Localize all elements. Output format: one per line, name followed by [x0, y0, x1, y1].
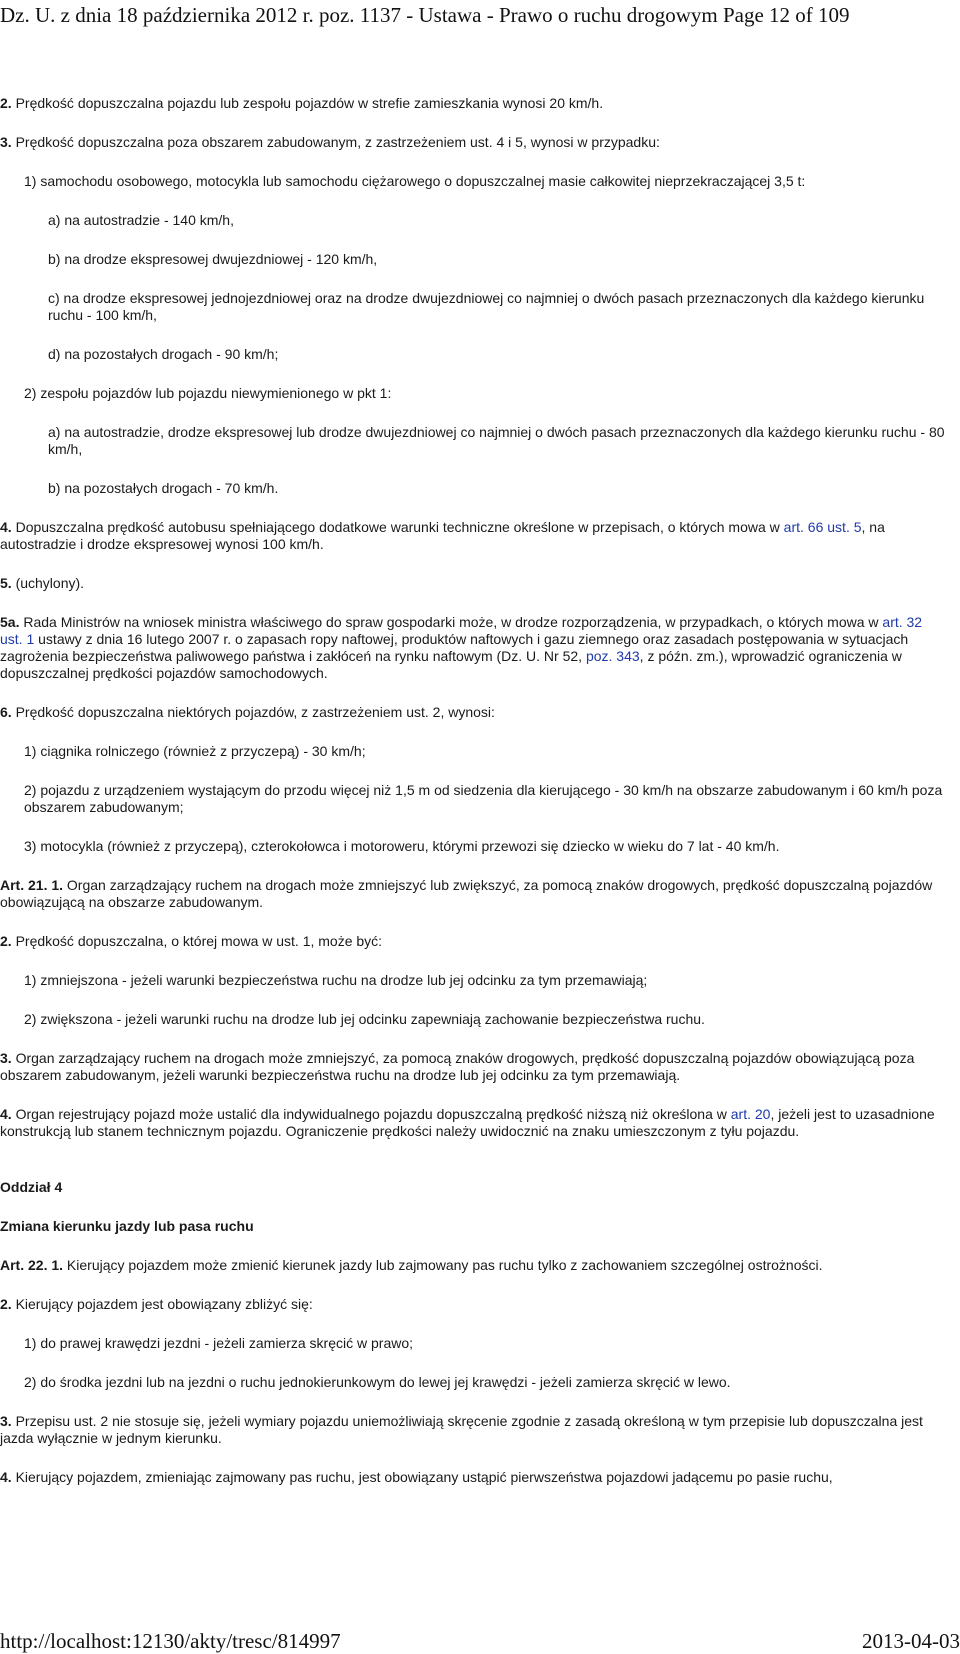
paragraph-number: 4. [0, 1469, 12, 1485]
link-ust-1[interactable]: ust. 1 [0, 631, 35, 647]
paragraph-4 [0, 1106, 948, 1140]
page-header [0, 2, 960, 28]
section-title-text: Zmiana kierunku jazdy lub pasa ruchu [0, 1218, 254, 1234]
point-text: 2) pojazdu z urządzeniem wystającym do przodu więcej niż 1,5 m od siedzenia dla kierującego - 30 km/h na obszarze zabudowanym i 60 km/h poza obszarem zabudowanym; [24, 782, 943, 815]
paragraph-3 [0, 1413, 948, 1447]
paragraph-text: Prędkość dopuszczalna poza obszarem zabudowanym, z zastrzeżeniem ust. 4 i 5, wynosi w przypadku: [11, 134, 660, 150]
letter-text: a) na autostradzie, drodze ekspresowej lub drodze dwujezdniowej co najmniej o dwóch pasach przeznaczonych dla każdego kierunku ruchu - 80 km/h, [48, 424, 945, 457]
point-1 [24, 173, 948, 190]
letter-text: b) na pozostałych drogach - 70 km/h. [48, 480, 279, 496]
paragraph-text: Kierujący pojazdem, zmieniając zajmowany pas ruchu, jest obowiązany ustąpić pierwszeństwa pojazdowi jadącemu po pasie ruchu, [11, 1469, 833, 1485]
section-number: Oddział 4 [0, 1179, 63, 1195]
letter-a [48, 424, 948, 458]
paragraph-3 [0, 1050, 948, 1084]
point-text: 3) motocykla (również z przyczepą), czterokołowca i motoroweru, którymi przewozi się dziecko w wieku do 7 lat - 40 km/h. [24, 838, 780, 854]
point-text: 1) do prawej krawędzi jezdni - jeżeli zamierza skręcić w prawo; [24, 1335, 414, 1351]
paragraph-number: 5. [0, 575, 12, 591]
point-1 [24, 972, 948, 989]
paragraph-number: 3. [0, 1413, 12, 1429]
page-header-title: Dz. U. z dnia 18 października 2012 r. poz. 1137 - Ustawa - Prawo o ruchu drogowym Page 12 of 109 [0, 3, 850, 27]
paragraph-5a [0, 614, 948, 682]
point-2 [24, 782, 948, 816]
paragraph-2 [0, 1296, 948, 1313]
paragraph-text: Organ zarządzający ruchem na drogach może zmniejszyć lub zwiększyć, za pomocą znaków drogowych, prędkość dopuszczalną pojazdów obowiązującą na obszarze zabudowanym. [0, 877, 933, 910]
section-title [0, 1218, 948, 1235]
point-2 [24, 1011, 948, 1028]
paragraph-text: Prędkość dopuszczalna pojazdu lub zespołu pojazdów w strefie zamieszkania wynosi 20 km/h. [11, 95, 604, 111]
point-1 [24, 743, 948, 760]
paragraph-number: 3. [0, 134, 12, 150]
letter-c [48, 290, 948, 324]
link-ust-5[interactable]: ust. 5 [827, 519, 862, 535]
paragraph-4 [0, 519, 948, 553]
paragraph-number: 5a. [0, 614, 20, 630]
paragraph-number: 6. [0, 704, 12, 720]
paragraph-text: Organ zarządzający ruchem na drogach może zmniejszyć, za pomocą znaków drogowych, prędkość dopuszczalną pojazdów obowiązującą poza obszarem zabudowanym, jeżeli warunki bezpieczeństwa ruchu na drodze lub jej odcinku za tym przemawiają. [0, 1050, 915, 1083]
paragraph-3 [0, 134, 948, 151]
footer-url: http://localhost:12130/akty/tresc/814997 [0, 1629, 341, 1653]
link-poz-343[interactable]: poz. 343 [585, 648, 640, 664]
paragraph-number: 3. [0, 1050, 12, 1066]
point-2 [24, 385, 948, 402]
point-text: 2) zwiększona - jeżeli warunki ruchu na drodze lub jej odcinku zapewniają zachowanie bezpieczeństwa ruchu. [24, 1011, 705, 1027]
link-art-20[interactable]: art. 20 [730, 1106, 771, 1122]
paragraph-text: , z późn. zm.), wprowadzić ograniczenia w dopuszczalnej prędkości pojazdów samochodowych. [0, 648, 902, 681]
paragraph-text: , na autostradzie i drodze ekspresowej wynosi 100 km/h. [0, 519, 885, 552]
article-22-1 [0, 1257, 948, 1274]
paragraph-number: 4. [0, 519, 12, 535]
point-text: 1) samochodu osobowego, motocykla lub samochodu ciężarowego o dopuszczalnej masie całkowitej nieprzekraczającej 3,5 t: [24, 173, 806, 189]
paragraph-4 [0, 1469, 948, 1486]
paragraph-number: 2. [0, 95, 12, 111]
letter-text: a) na autostradzie - 140 km/h, [48, 212, 234, 228]
paragraph-2 [0, 933, 948, 950]
point-1 [24, 1335, 948, 1352]
paragraph-text: Kierujący pojazdem jest obowiązany zbliżyć się: [11, 1296, 313, 1312]
paragraph-text: ustawy z dnia 16 lutego 2007 r. o zapasach ropy naftowej, produktów naftowych i gazu ziemnego oraz zasadach postępowania w sytuacjach zagrożenia bezpieczeństwa paliwowego państwa i zakłóceń na rynku naftowym (Dz. U. Nr 52, [0, 631, 909, 664]
paragraph-text: Organ rejestrujący pojazd może ustalić dla indywidualnego pojazdu dopuszczalną prędkość niższą niż określona w [11, 1106, 731, 1122]
paragraph-text: Prędkość dopuszczalna, o której mowa w ust. 1, może być: [11, 933, 383, 949]
letter-b [48, 480, 948, 497]
paragraph-text: Rada Ministrów na wniosek ministra właściwego do spraw gospodarki może, w drodze rozporządzenia, w przypadkach, o których mowa w [19, 614, 883, 630]
letter-text: b) na drodze ekspresowej dwujezdniowej - 120 km/h, [48, 251, 378, 267]
point-2 [24, 1374, 948, 1391]
paragraph-number: 2. [0, 1296, 12, 1312]
paragraph-2 [0, 95, 948, 112]
paragraph-text: Kierujący pojazdem może zmienić kierunek jazdy lub zajmowany pas ruchu tylko z zachowaniem szczególnej ostrożności. [63, 1257, 823, 1273]
page-footer [0, 1628, 960, 1654]
footer-date: 2013-04-03 [862, 1629, 960, 1653]
letter-text: d) na pozostałych drogach - 90 km/h; [48, 346, 279, 362]
paragraph-number: Art. 21. 1. [0, 877, 64, 893]
point-text: 2) zespołu pojazdów lub pojazdu niewymienionego w pkt 1: [24, 385, 392, 401]
point-text: 1) zmniejszona - jeżeli warunki bezpieczeństwa ruchu na drodze lub jej odcinku za tym przemawiają; [24, 972, 648, 988]
paragraph-text: Przepisu ust. 2 nie stosuje się, jeżeli wymiary pojazdu uniemożliwiają skręcenie zgodnie z zasadą określoną w tym przepisie lub dopuszczalna jest jazda wyłącznie w jednym kierunku. [0, 1413, 923, 1446]
point-text: 2) do środka jezdni lub na jezdni o ruchu jednokierunkowym do lewej jej krawędzi - jeżeli zamierza skręcić w lewo. [24, 1374, 731, 1390]
paragraph-text: (uchylony). [11, 575, 85, 591]
article-21-1 [0, 877, 948, 911]
letter-a [48, 212, 948, 229]
letter-text: c) na drodze ekspresowej jednojezdniowej oraz na drodze dwujezdniowej co najmniej o dwóch pasach przeznaczonych dla każdego kierunku ruchu - 100 km/h, [48, 290, 925, 323]
paragraph-number: Art. 22. 1. [0, 1257, 64, 1273]
letter-d [48, 346, 948, 363]
point-text: 1) ciągnika rolniczego (również z przyczepą) - 30 km/h; [24, 743, 366, 759]
section-heading [0, 1179, 948, 1196]
paragraph-text: , jeżeli jest to uzasadnione konstrukcją lub stanem technicznym pojazdu. Ograniczenie prędkości należy uwidocznić na znaku umieszczonym z tyłu pojazdu. [0, 1106, 935, 1139]
letter-b [48, 251, 948, 268]
point-3 [24, 838, 948, 855]
paragraph-text: Prędkość dopuszczalna niektórych pojazdów, z zastrzeżeniem ust. 2, wynosi: [11, 704, 495, 720]
paragraph-text: Dopuszczalna prędkość autobusu spełniającego dodatkowe warunki techniczne określone w przepisach, o których mowa w [11, 519, 784, 535]
paragraph-number: 2. [0, 933, 12, 949]
paragraph-6 [0, 704, 948, 721]
paragraph-number: 4. [0, 1106, 12, 1122]
paragraph-5 [0, 575, 948, 592]
link-art-32[interactable]: art. 32 [882, 614, 923, 630]
link-art-66[interactable]: art. 66 [783, 519, 824, 535]
